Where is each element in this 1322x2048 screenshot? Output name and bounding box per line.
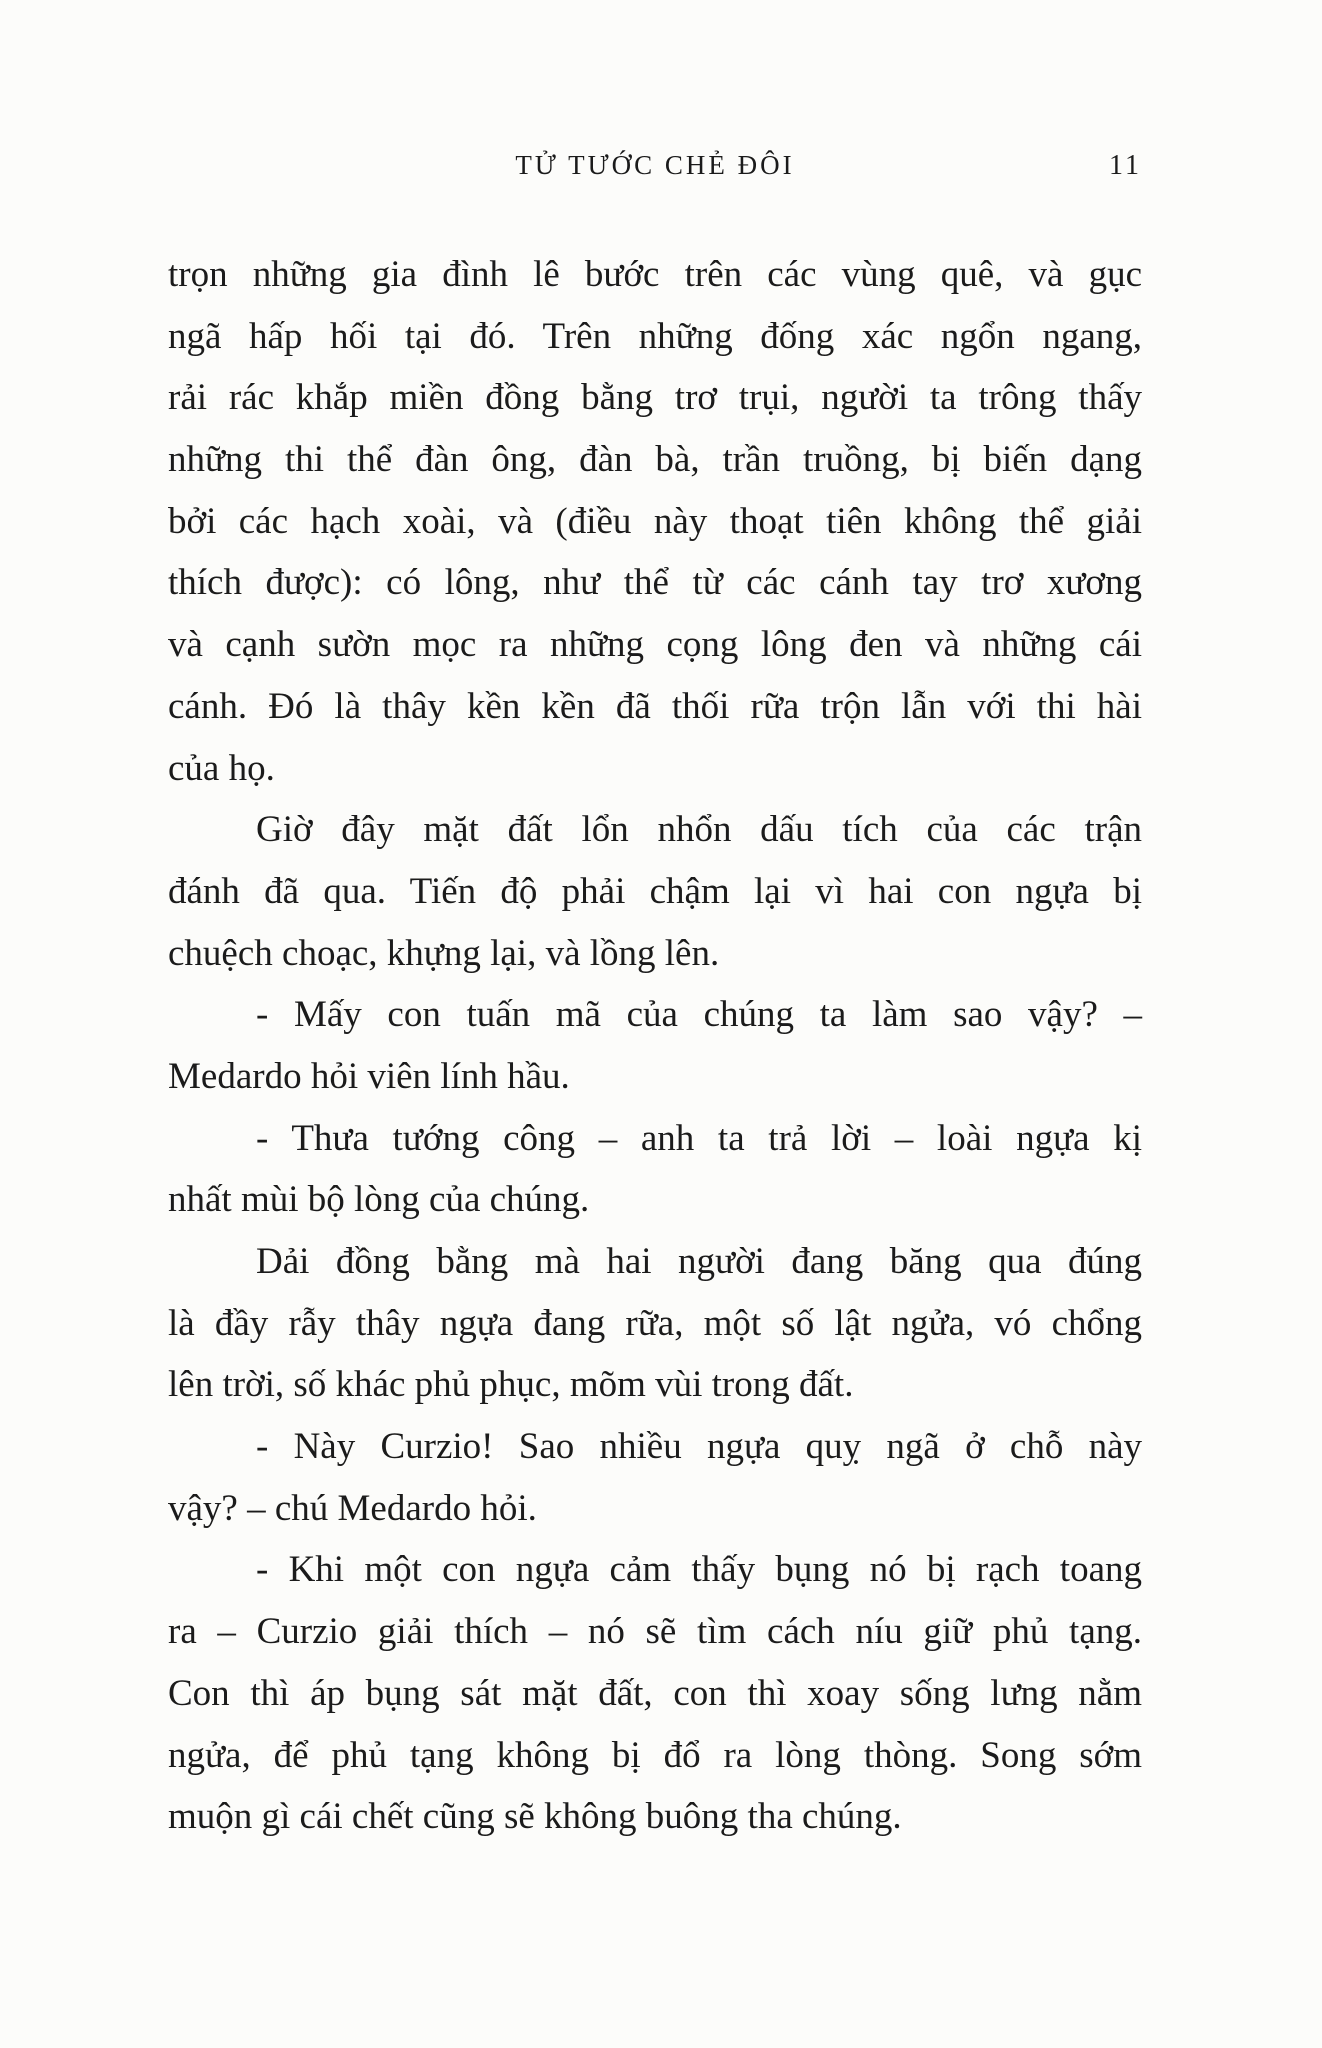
text-line: muộn gì cái chết cũng sẽ không buông tha chúng.	[168, 1796, 902, 1838]
text-line: Giờ đây mặt đất lổn nhổn dấu tích của các trận	[256, 809, 1142, 851]
page-header	[168, 150, 1142, 190]
text-line: - Mấy con tuấn mã của chúng ta làm sao vậy? –	[256, 994, 1142, 1036]
text-line: vậy? – chú Medardo hỏi.	[168, 1487, 537, 1529]
text-line: - Này Curzio! Sao nhiều ngựa quỵ ngã ở chỗ này	[256, 1426, 1142, 1468]
text-line: đánh đã qua. Tiến độ phải chậm lại vì hai con ngựa bị	[168, 870, 1142, 912]
text-line: bởi các hạch xoài, và (điều này thoạt tiên không thể giải	[168, 500, 1142, 542]
text-line: ra – Curzio giải thích – nó sẽ tìm cách níu giữ phủ tạng.	[168, 1611, 1142, 1653]
text-line: Dải đồng bằng mà hai người đang băng qua đúng	[256, 1241, 1142, 1282]
text-line: lên trời, số khác phủ phục, mõm vùi trong đất.	[168, 1364, 854, 1406]
text-line: thích được): có lông, như thể từ các cánh tay trơ xương	[168, 562, 1142, 604]
text-line: chuệch choạc, khựng lại, và lồng lên.	[168, 932, 720, 974]
text-line: Con thì áp bụng sát mặt đất, con thì xoay sống lưng nằm	[168, 1672, 1142, 1714]
text-line: là đầy rẫy thây ngựa đang rữa, một số lật ngửa, vó chổng	[168, 1302, 1142, 1344]
text-line: trọn những gia đình lê bước trên các vùng quê, và gục	[168, 254, 1142, 295]
text-line: và cạnh sườn mọc ra những cọng lông đen và những cái	[168, 624, 1142, 666]
text-line: - Thưa tướng công – anh ta trả lời – loài ngựa kị	[256, 1117, 1142, 1159]
text-line: của họ.	[168, 747, 275, 789]
text-line: rải rác khắp miền đồng bằng trơ trụi, người ta trông thấy	[168, 377, 1142, 419]
text-line: - Khi một con ngựa cảm thấy bụng nó bị rạch toang	[256, 1549, 1142, 1591]
body-text	[168, 244, 1142, 1848]
text-line: Medardo hỏi viên lính hầu.	[168, 1055, 570, 1097]
running-title: TỬ TƯỚC CHẺ ĐÔI	[515, 150, 795, 180]
text-line: ngửa, để phủ tạng không bị đổ ra lòng thòng. Song sớm	[168, 1734, 1142, 1776]
text-line: những thi thể đàn ông, đàn bà, trần truồng, bị biến dạng	[168, 439, 1142, 481]
page-number: 11	[1109, 150, 1142, 181]
text-line: nhất mùi bộ lòng của chúng.	[168, 1179, 590, 1221]
text-line: cánh. Đó là thây kền kền đã thối rữa trộn lẫn với thi hài	[168, 685, 1142, 727]
text-line: ngã hấp hối tại đó. Trên những đống xác ngổn ngang,	[168, 315, 1142, 357]
